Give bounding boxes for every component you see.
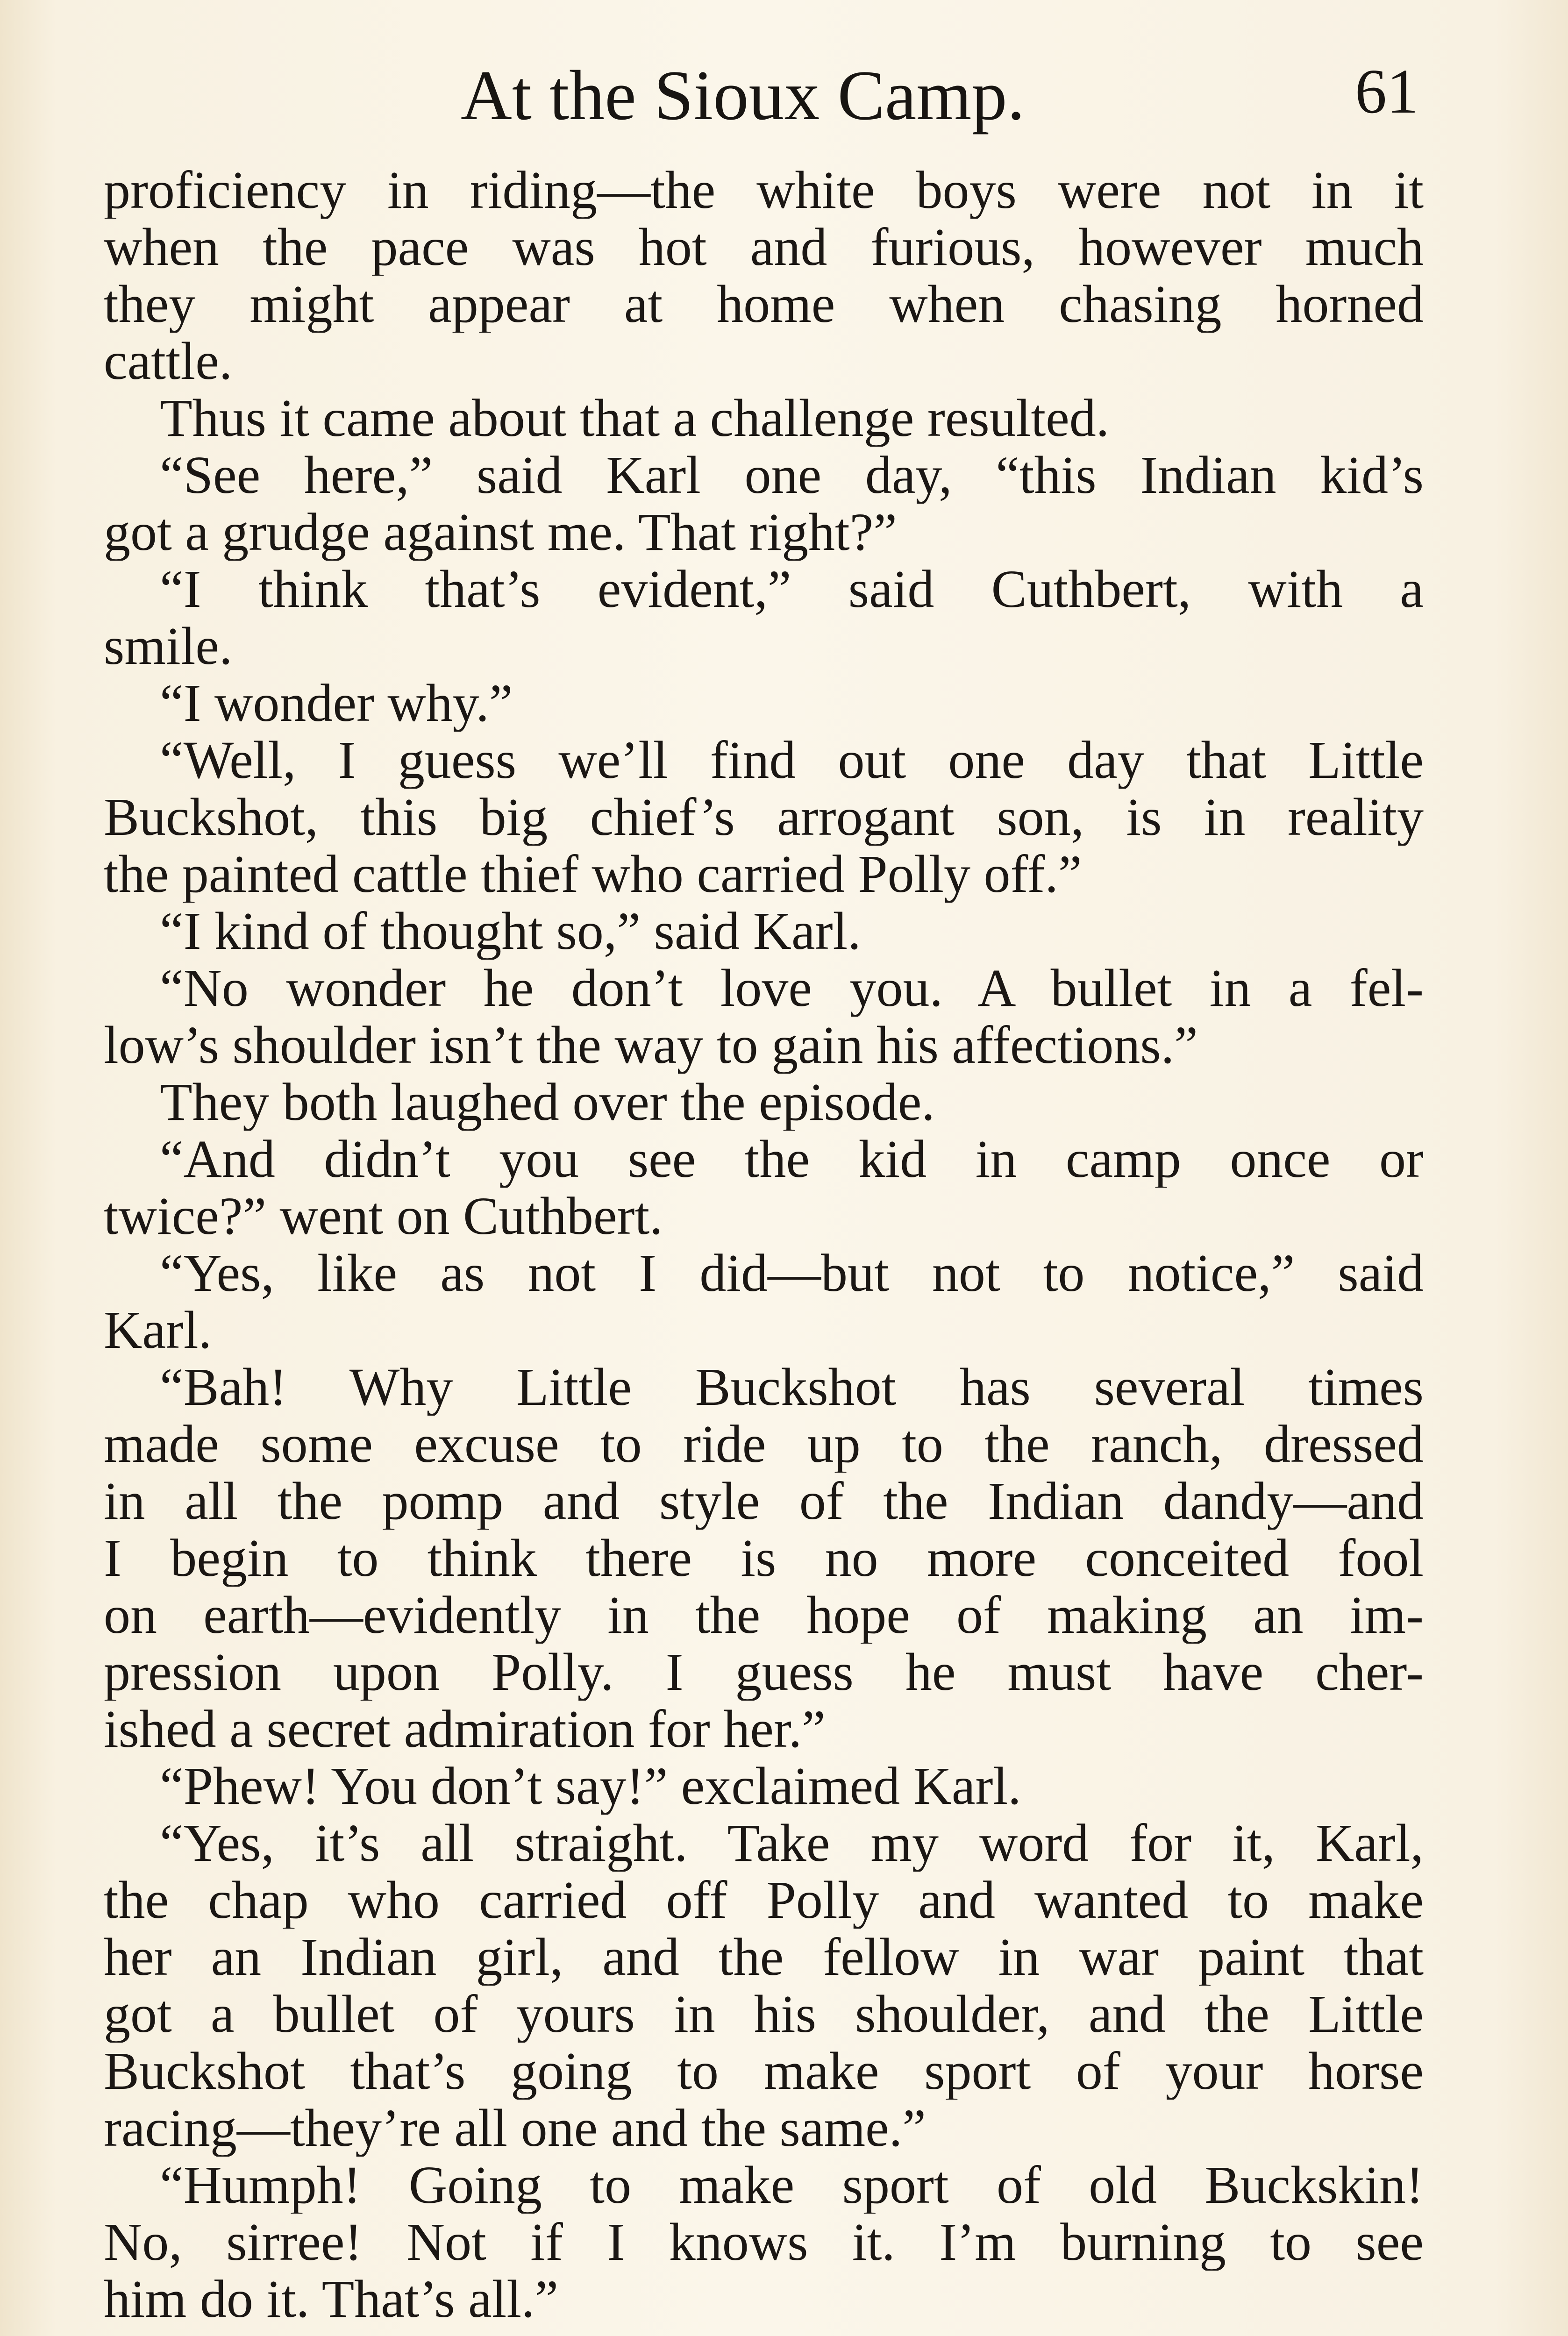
text-line: “Humph! Going to make sport of old Buckskin! bbox=[160, 2157, 1424, 2214]
text-line: Buckshot that’s going to make sport of your horse bbox=[104, 2043, 1424, 2100]
text-line: racing—they’re all one and the same.” bbox=[104, 2100, 926, 2157]
running-head: At the Sioux Camp. bbox=[461, 56, 1025, 135]
text-line: the chap who carried off Polly and wanted to make bbox=[104, 1872, 1424, 1929]
text-line: smile. bbox=[104, 618, 233, 675]
page-header bbox=[106, 51, 1418, 135]
text-line: “Yes, like as not I did—but not to notice,” said bbox=[160, 1245, 1424, 1302]
text-line: on earth—evidently in the hope of making an im- bbox=[104, 1587, 1424, 1644]
text-line: cattle. bbox=[104, 333, 233, 390]
text-line: they might appear at home when chasing horned bbox=[104, 276, 1424, 333]
text-line: Buckshot, this big chief’s arrogant son, is in reality bbox=[104, 789, 1424, 846]
text-line: They both laughed over the episode. bbox=[160, 1074, 935, 1131]
text-line: Thus it came about that a challenge resulted. bbox=[160, 390, 1110, 447]
text-line: in all the pomp and style of the Indian dandy—and bbox=[104, 1473, 1424, 1530]
text-line: “And didn’t you see the kid in camp once or bbox=[160, 1131, 1424, 1188]
text-line: the painted cattle thief who carried Polly off.” bbox=[104, 846, 1082, 903]
text-line: “Bah! Why Little Buckshot has several times bbox=[160, 1359, 1424, 1416]
body-text bbox=[104, 162, 1424, 2328]
text-line: proficiency in riding—the white boys were not in it bbox=[104, 162, 1424, 219]
text-line: “Yes, it’s all straight. Take my word for it, Karl, bbox=[160, 1815, 1424, 1872]
text-line: pression upon Polly. I guess he must have cher- bbox=[104, 1644, 1424, 1701]
text-line: ished a secret admiration for her.” bbox=[104, 1701, 826, 1758]
text-line: low’s shoulder isn’t the way to gain his affections.” bbox=[104, 1017, 1198, 1074]
text-line: No, sirree! Not if I knows it. I’m burning to see bbox=[104, 2214, 1424, 2271]
text-line: him do it. That’s all.” bbox=[104, 2271, 559, 2328]
text-line: “I think that’s evident,” said Cuthbert, with a bbox=[160, 561, 1424, 618]
text-line: I begin to think there is no more conceited fool bbox=[104, 1530, 1424, 1587]
page-number: 61 bbox=[1355, 57, 1418, 127]
text-line: when the pace was hot and furious, however much bbox=[104, 219, 1424, 276]
text-line: “I wonder why.” bbox=[160, 675, 513, 732]
text-line: her an Indian girl, and the fellow in war paint that bbox=[104, 1929, 1424, 1986]
text-line: got a bullet of yours in his shoulder, and the Little bbox=[104, 1986, 1424, 2043]
text-line: made some excuse to ride up to the ranch, dressed bbox=[104, 1416, 1424, 1473]
text-line: “Phew! You don’t say!” exclaimed Karl. bbox=[160, 1758, 1021, 1815]
text-line: “See here,” said Karl one day, “this Indian kid’s bbox=[160, 447, 1424, 504]
text-line: got a grudge against me. That right?” bbox=[104, 504, 897, 561]
text-line: Karl. bbox=[104, 1302, 212, 1359]
text-line: “Well, I guess we’ll find out one day that Little bbox=[160, 732, 1424, 789]
text-line: twice?” went on Cuthbert. bbox=[104, 1188, 663, 1245]
text-line: “I kind of thought so,” said Karl. bbox=[160, 903, 861, 960]
text-line: “No wonder he don’t love you. A bullet in a fel- bbox=[160, 960, 1424, 1017]
